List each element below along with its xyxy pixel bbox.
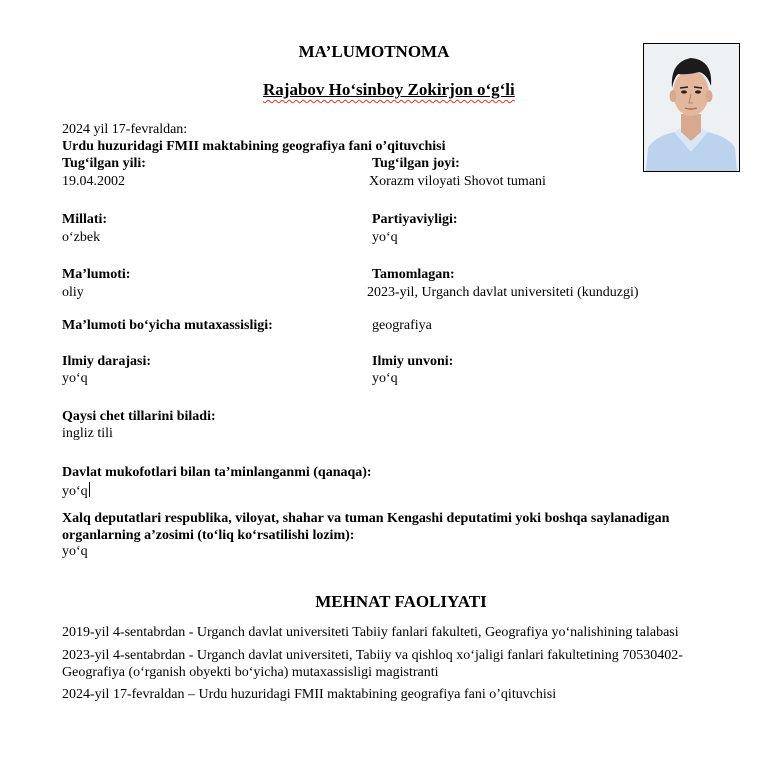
profile-photo	[643, 43, 740, 172]
languages-value: ingliz tili	[62, 426, 113, 441]
graduated-label: Tamomlagan:	[372, 267, 455, 282]
deputy-value: yo‘q	[62, 544, 88, 559]
degree-value: yo‘q	[62, 371, 88, 386]
specialty-label: Ma’lumoti bo‘yicha mutaxassisligi:	[62, 318, 273, 333]
party-value: yo‘q	[372, 230, 398, 245]
education-label: Ma’lumoti:	[62, 267, 131, 282]
text-cursor	[89, 482, 90, 497]
position-date: 2024 yil 17-fevraldan:	[62, 122, 188, 137]
work-item-1: 2019-yil 4-sentabrdan - Urganch davlat universiteti Tabiiy fanlari fakulteti, Geografiya yo‘nalishining talabasi	[62, 625, 679, 640]
birth-place-label: Tug‘ilgan joyi:	[372, 156, 460, 171]
deputy-label: Xalq deputatlari respublika, viloyat, shahar va tuman Kengashi deputatimi yoki boshqa saylanadigan organlarning a’zosimi (to‘liq ko‘rsatilishi lozim):	[62, 511, 670, 543]
degree-label: Ilmiy darajasi:	[62, 354, 152, 369]
work-heading: MEHNAT FAOLIYATI	[315, 592, 487, 611]
party-label: Partiyaviyligi:	[372, 212, 458, 227]
document-title: MA’LUMOTNOMA	[298, 42, 450, 61]
nationality-label: Millati:	[62, 212, 108, 227]
work-item-3: 2024-yil 17-fevraldan – Urdu huzuridagi FMII maktabining geografiya fani o’qituvchisi	[62, 687, 557, 702]
awards-value: yo‘q	[62, 484, 88, 499]
person-name: Rajabov Ho‘sinboy Zokirjon o‘g‘li	[263, 80, 515, 99]
rank-label: Ilmiy unvoni:	[372, 354, 454, 369]
nationality-value: o‘zbek	[62, 230, 101, 245]
education-value: oliy	[62, 285, 84, 300]
graduated-value: 2023-yil, Urganch davlat universiteti (kunduzgi)	[367, 285, 639, 300]
portrait-image	[644, 44, 739, 171]
position-title: Urdu huzuridagi FMII maktabining geografiya fani o’qituvchisi	[62, 139, 446, 154]
work-item-2: 2023-yil 4-sentabrdan - Urganch davlat universiteti, Tabiiy va qishloq xo‘jaligi fanlari fakultetining 70530402- Geografiya (o‘rganish obyekti bo‘yicha) mutaxassisligi magistranti	[62, 648, 683, 680]
awards-label: Davlat mukofotlari bilan ta’minlanganmi (qanaqa):	[62, 465, 372, 480]
specialty-value: geografiya	[372, 318, 432, 333]
birth-place-value: Xorazm viloyati Shovot tumani	[369, 174, 546, 189]
birth-year-value: 19.04.2002	[62, 174, 125, 189]
birth-year-label: Tug‘ilgan yili:	[62, 156, 146, 171]
rank-value: yo‘q	[372, 371, 398, 386]
languages-label: Qaysi chet tillarini biladi:	[62, 409, 216, 424]
